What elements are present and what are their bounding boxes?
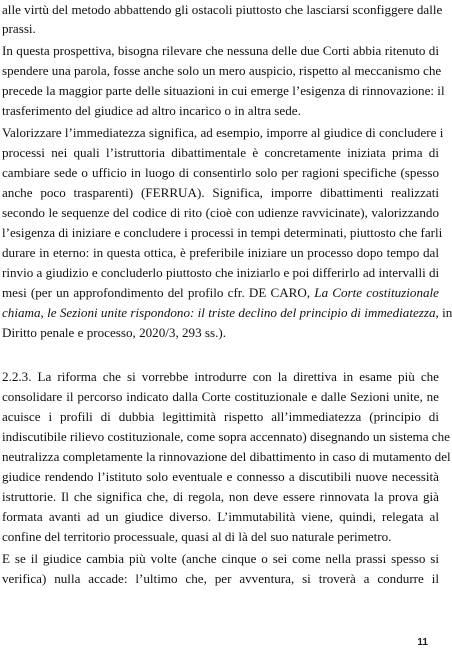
text-line: acuisce i profili di dubbia legittimità rispetto all’immediatezza (principio di	[2, 409, 439, 424]
text-line: indiscutibile rilievo costituzionale, come sopra accennato) disegnando un sistema che	[2, 429, 450, 444]
text-line: Valorizzare l’immediatezza significa, ad esempio, imporre al giudice di concludere i	[2, 125, 444, 140]
text-line: giudice rendendo l’istituto solo eventuale e connesso a discutibili nuove necessità	[2, 469, 439, 484]
text-line: trasferimento del giudice ad altro incarico o in altra sede.	[2, 103, 301, 118]
text-line: formata avanti ad un giudice diverso. L’immutabilità viene, quindi, relegata al	[2, 509, 439, 524]
text-line: alle virtù del metodo abbattendo gli ostacoli piuttosto che lasciarsi sconfiggere dalle	[2, 2, 443, 17]
text-line: spendere una parola, fosse anche solo un mero auspicio, rispetto al meccanismo che	[2, 63, 442, 78]
citation-title: La Corte costituzionale	[314, 285, 439, 300]
text-line	[2, 285, 439, 300]
text-line: istruttorie. Il che significa che, di regola, non deve essere rinnovata la prova già	[2, 489, 439, 504]
section-number: 2.2.3.	[2, 369, 32, 384]
text-line: E se il giudice cambia più volte (anche cinque o sei come nella prassi spesso si	[2, 551, 439, 566]
page-number: 11	[417, 637, 428, 648]
text-line: In questa prospettiva, bisogna rilevare che nessuna delle due Corti abbia ritenuto di	[2, 43, 439, 58]
text-line: prassi.	[2, 21, 36, 36]
citation-tail: , in	[435, 305, 452, 320]
text-line	[2, 305, 452, 320]
text-line: Diritto penale e processo, 2020/3, 293 ss.).	[2, 325, 227, 340]
section-text: La riforma che si vorrebbe introdurre con la direttiva in esame più che	[37, 369, 439, 384]
text-line	[2, 369, 439, 384]
text-line: consolidare il percorso indicato dalla Corte costituzionale e dalle Sezioni unite, ne	[2, 389, 439, 404]
text-line: precede la maggior parte delle situazioni in cui emerge l’esigenza di rinnovazione: il	[2, 83, 445, 98]
text-line: cambiare sede o ufficio in luogo di consentirlo solo per ragioni specifiche (spesso	[2, 165, 439, 180]
text-line: secondo le sequenze del codice di rito (cioè con udienze ravvicinate), valorizzando	[2, 205, 439, 220]
text-line: verifica) nulla accade: l’ultimo che, per avventura, si troverà a condurre il	[2, 571, 439, 586]
text-line: durare in eterno: in questa ottica, è preferibile iniziare un processo dopo tempo dal	[2, 245, 439, 260]
citation-lead: mesi (per un approfondimento del profilo cfr. DE CARO,	[2, 285, 311, 300]
text-line: anche poco trasparenti) (FERRUA). Significa, imporre dibattimenti realizzati	[2, 185, 439, 200]
text-line: rinvio a giudizio e concluderlo piuttosto che iniziarlo e poi differirlo ad intervalli di	[2, 265, 440, 280]
text-line: processi nei quali l’istruttoria dibattimentale è concretamente iniziata prima di	[2, 145, 439, 160]
text-line: l’esigenza di iniziare e concludere i processi in tempi determinati, piuttosto che farli	[2, 225, 443, 240]
text-line: confine del territorio processuale, quasi al di là del suo naturale perimetro.	[2, 529, 392, 544]
citation-title: chiama, le Sezioni unite rispondono: il triste declino del principio di immediatezza	[2, 305, 436, 320]
text-line: neutralizza completamente la rinnovazione del dibattimento in caso di mutamento del	[2, 449, 451, 464]
